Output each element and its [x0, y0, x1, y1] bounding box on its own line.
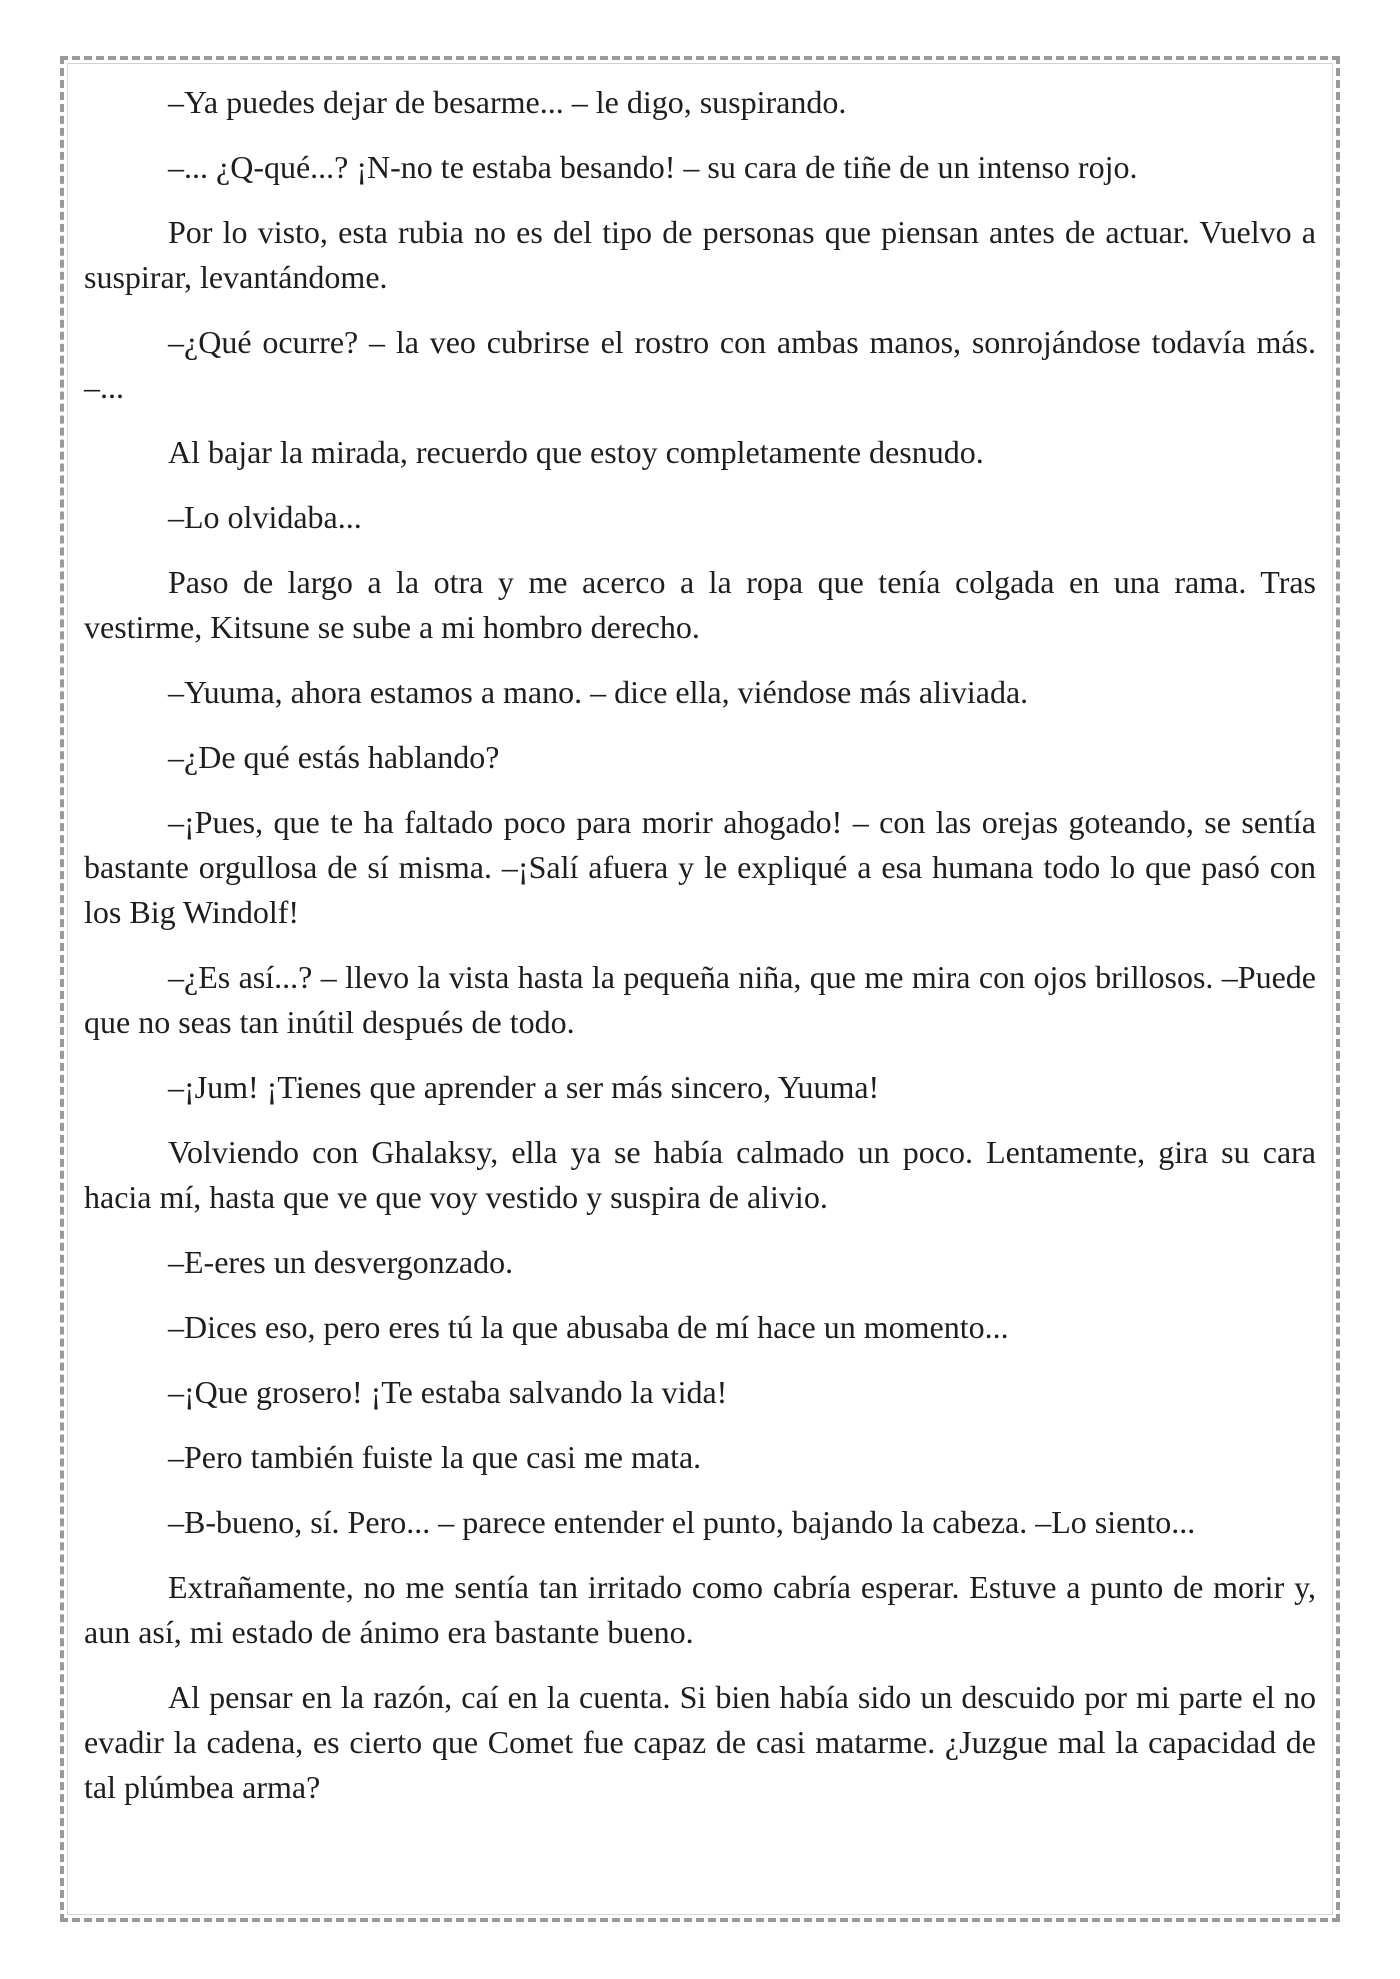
- paragraph: –Lo olvidaba...: [168, 499, 362, 535]
- paragraph: –Ya puedes dejar de besarme... – le digo, suspirando.: [168, 84, 847, 120]
- paragraph: –... ¿Q-qué...? ¡N-no te estaba besando! – su cara de tiñe de un intenso rojo.: [168, 149, 1138, 185]
- paragraph: Extrañamente, no me sentía tan irritado como cabría esperar. Estuve a punto de morir y, aun así, mi estado de ánimo era bastante bueno.: [84, 1569, 1316, 1650]
- paragraph: –Dices eso, pero eres tú la que abusaba de mí hace un momento...: [168, 1309, 1009, 1345]
- paragraph: –Pero también fuiste la que casi me mata.: [168, 1439, 702, 1475]
- paragraph: –¿De qué estás hablando?: [168, 739, 500, 775]
- paragraph: –¡Que grosero! ¡Te estaba salvando la vida!: [168, 1374, 728, 1410]
- paragraph: Volviendo con Ghalaksy, ella ya se había calmado un poco. Lentamente, gira su cara hacia mí, hasta que ve que voy vestido y suspira de alivio.: [84, 1134, 1316, 1215]
- paragraph: –¡Jum! ¡Tienes que aprender a ser más sincero, Yuuma!: [168, 1069, 880, 1105]
- document-body: [84, 80, 1316, 1830]
- paragraph: –¿Qué ocurre? – la veo cubrirse el rostro con ambas manos, sonrojándose todavía más. –...: [84, 324, 1316, 405]
- paragraph: Paso de largo a la otra y me acerco a la ropa que tenía colgada en una rama. Tras vestirme, Kitsune se sube a mi hombro derecho.: [84, 564, 1316, 645]
- paragraph: –¡Pues, que te ha faltado poco para morir ahogado! – con las orejas goteando, se sentía bastante orgullosa de sí misma. –¡Salí afuera y le expliqué a esa humana todo lo que pasó con los Big Windolf!: [84, 804, 1316, 930]
- paragraph: Al bajar la mirada, recuerdo que estoy completamente desnudo.: [168, 434, 984, 470]
- paragraph: Por lo visto, esta rubia no es del tipo de personas que piensan antes de actuar. Vuelvo a suspirar, levantándome.: [84, 214, 1316, 295]
- paragraph: –Yuuma, ahora estamos a mano. – dice ella, viéndose más aliviada.: [168, 674, 1029, 710]
- paragraph: Al pensar en la razón, caí en la cuenta. Si bien había sido un descuido por mi parte el no evadir la cadena, es cierto que Comet fue capaz de casi matarme. ¿Juzgue mal la capacidad de tal plúmbea arma?: [84, 1679, 1316, 1805]
- paragraph: –¿Es así...? – llevo la vista hasta la pequeña niña, que me mira con ojos brillosos. –Puede que no seas tan inútil después de todo.: [84, 959, 1316, 1040]
- paragraph: –E-eres un desvergonzado.: [168, 1244, 514, 1280]
- paragraph: –B-bueno, sí. Pero... – parece entender el punto, bajando la cabeza. –Lo siento...: [168, 1504, 1196, 1540]
